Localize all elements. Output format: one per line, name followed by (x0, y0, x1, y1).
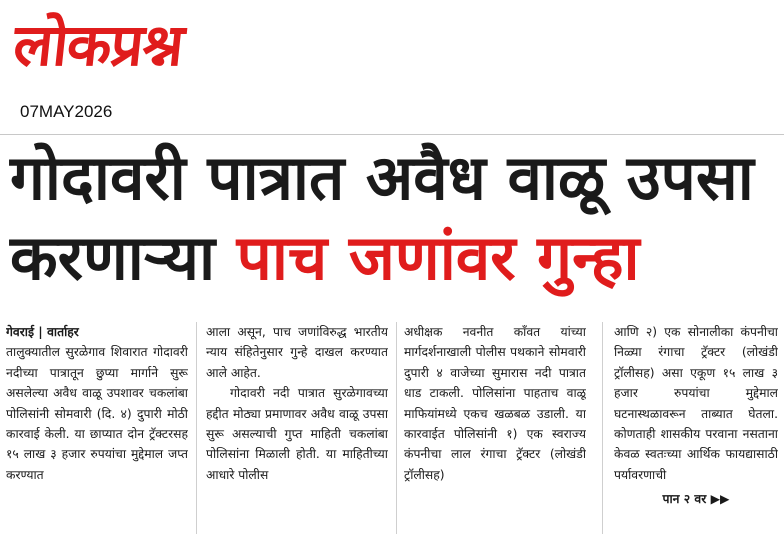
article-column-2 (206, 322, 388, 534)
article-body (0, 322, 784, 534)
column-2-text-b: गोदावरी नदी पात्रात सुरळेगावच्या हद्दीत मोठ्या प्रमाणावर अवैध वाळू उपसा सुरू असल्याची गुप्त माहिती चकलांबा पोलिसांना मिळाली होती. या माहितीच्या आधारे पोलीस (206, 386, 388, 482)
dateline: गेवराई | वार्ताहर (6, 325, 79, 339)
masthead (4, 4, 304, 121)
column-1-text: तालुक्यातील सुरळेगाव शिवारात गोदावरी नदीच्या पात्रातून छुप्या मार्गाने सुरू असलेल्या अवैध वाळू उपशावर चकलांबा पोलिसांनी सोमवारी (दि. ४) दुपारी मोठी कारवाई केली. या छाप्यात दोन ट्रॅक्टरसह १५ लाख ३ हजार रुपयांचा मुद्देमाल जप्त करण्यात (6, 345, 188, 482)
headline-line-1: गोदावरी पात्रात अवैध वाळू उपसा (10, 141, 754, 214)
headline-red-part: पाच जणांवर गुन्हा (236, 221, 640, 294)
column-divider (396, 322, 397, 534)
headline-dark-part: करणाऱ्या (10, 221, 216, 294)
article-column-3 (404, 322, 586, 534)
column-4-text: आणि २) एक सोनालीका कंपनीचा निळ्या रंगाचा ट्रॅक्टर (लोखंडी ट्रॉलीसह) असा एकूण १५ लाख ३ हजार रुपयांचा मुद्देमाल घटनास्थळावरून ताब्यात घेतला. कोणताही शासकीय परवाना नसताना केवळ स्वतःच्या आर्थिक फायद्यासाठी पर्यावरणाची (614, 325, 778, 482)
headline-line-2 (10, 222, 780, 294)
issue-date: 07MAY2026 (20, 102, 113, 121)
column-divider (196, 322, 197, 534)
column-2-text-a: आला असून, पाच जणांविरुद्ध भारतीय न्याय संहितेनुसार गुन्हे दाखल करण्यात आले आहेत. (206, 325, 388, 380)
article-column-1 (6, 322, 188, 534)
continued-on-page-marker: पान २ वर ▶▶ (662, 492, 730, 507)
article-column-4 (614, 322, 778, 534)
column-3-text: अधीक्षक नवनीत कॉंवत यांच्या मार्गदर्शनाखाली पोलीस पथकाने सोमवारी दुपारी ४ वाजेच्या सुमारास नदी पात्रात धाड टाकली. पोलिसांना पाहताच वाळू माफियांमध्ये एकच खळबळ उडाली. या कारवाईत पोलिसांनी १) एक स्वराज्य कंपनीचा लाल रंगाचा ट्रॅक्टर (लोखंडी ट्रॉलीसह) (404, 325, 586, 482)
newspaper-logo: लोकप्रश्न (10, 11, 187, 79)
masthead-divider (0, 134, 784, 135)
column-divider (602, 322, 603, 534)
